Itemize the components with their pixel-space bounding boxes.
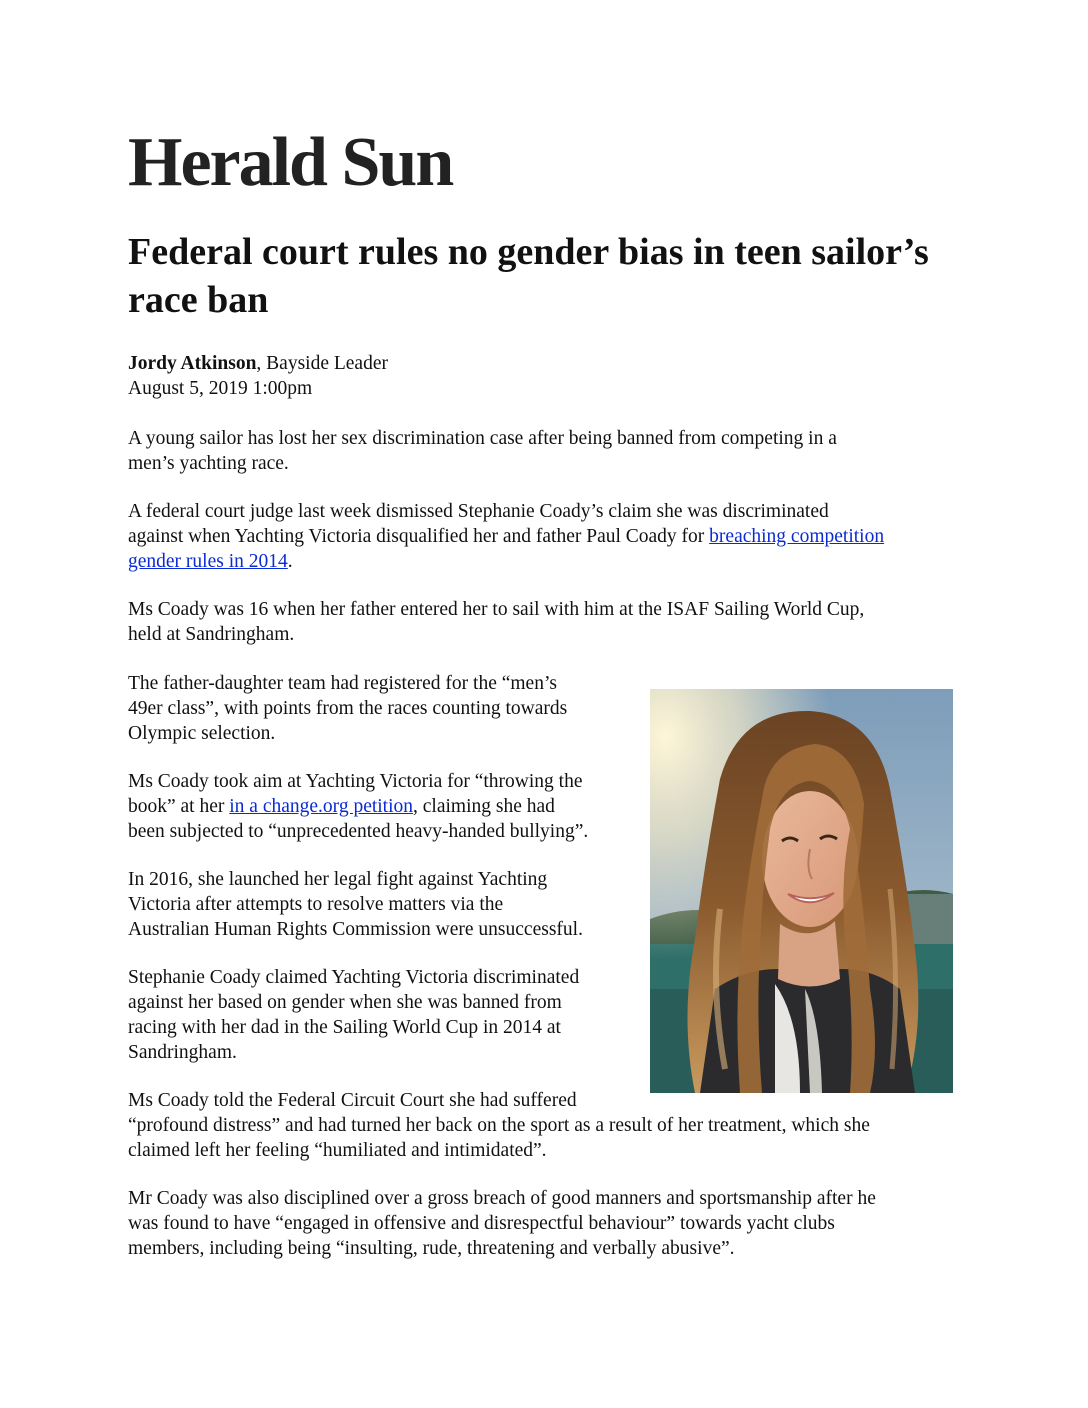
text-line: “profound distress” and had turned her back on the sport as a result of her treatment, which she xyxy=(128,1115,870,1136)
author-name: Jordy Atkinson xyxy=(128,353,257,374)
text-line: A young sailor has lost her sex discrimination case after being banned from competing in a xyxy=(128,428,837,449)
text-line: 49er class”, with points from the races counting towards xyxy=(128,698,568,719)
text-line xyxy=(128,549,968,574)
text-line: The father-daughter team had registered for the “men’s xyxy=(128,673,557,694)
breaching-rules-link[interactable]: breaching competition xyxy=(709,526,885,547)
paragraph-3 xyxy=(128,597,968,647)
byline xyxy=(128,351,388,401)
text-line: Mr Coady was also disciplined over a gross breach of good manners and sportsmanship after he xyxy=(128,1188,876,1209)
text-line: Australian Human Rights Commission were unsuccessful. xyxy=(128,919,583,940)
text-line: held at Sandringham. xyxy=(128,624,295,645)
paragraph-4 xyxy=(128,671,638,746)
text-line: Ms Coady took aim at Yachting Victoria for “throwing the xyxy=(128,771,583,792)
portrait-image xyxy=(650,689,953,1093)
petition-link[interactable]: in a change.org petition xyxy=(229,796,414,817)
text-line: claimed left her feeling “humiliated and intimidated”. xyxy=(128,1140,547,1161)
text-line: Victoria after attempts to resolve matters via the xyxy=(128,894,504,915)
text-fragment: . xyxy=(287,551,293,572)
publication-name: , Bayside Leader xyxy=(256,353,388,374)
text-line: men’s yachting race. xyxy=(128,453,289,474)
text-fragment: book” at her xyxy=(128,796,230,817)
byline-line xyxy=(128,351,388,376)
article-headline: Federal court rules no gender bias in teen sailor’s race ban xyxy=(128,231,929,321)
text-line: Ms Coady told the Federal Circuit Court she had suffered xyxy=(128,1090,577,1111)
text-line: Sandringham. xyxy=(128,1042,237,1063)
text-line: was found to have “engaged in offensive and disrespectful behaviour” towards yacht clubs xyxy=(128,1213,835,1234)
text-line: been subjected to “unprecedented heavy-handed bullying”. xyxy=(128,821,589,842)
breaching-rules-link-cont[interactable]: gender rules in 2014 xyxy=(128,551,288,572)
text-line xyxy=(128,794,638,819)
paragraph-1 xyxy=(128,426,968,476)
text-line: Olympic selection. xyxy=(128,723,276,744)
paragraph-2 xyxy=(128,499,968,574)
paragraph-7 xyxy=(128,965,638,1065)
text-fragment: , claiming she had xyxy=(413,796,555,817)
publish-date: August 5, 2019 1:00pm xyxy=(128,378,313,399)
text-line: In 2016, she launched her legal fight against Yachting xyxy=(128,869,548,890)
text-line: against her based on gender when she was banned from xyxy=(128,992,562,1013)
masthead-logo: Herald Sun xyxy=(128,124,453,201)
text-line: Ms Coady was 16 when her father entered her to sail with him at the ISAF Sailing World Cup, xyxy=(128,599,865,620)
paragraph-8 xyxy=(128,1088,968,1163)
article-photo xyxy=(650,689,953,1093)
paragraph-9 xyxy=(128,1186,968,1261)
text-fragment: against when Yachting Victoria disqualified her and father Paul Coady for xyxy=(128,526,710,547)
paragraph-6 xyxy=(128,867,638,942)
text-line: racing with her dad in the Sailing World Cup in 2014 at xyxy=(128,1017,561,1038)
paragraph-5 xyxy=(128,769,638,844)
text-line: A federal court judge last week dismissed Stephanie Coady’s claim she was discriminated xyxy=(128,501,829,522)
text-line xyxy=(128,524,968,549)
text-line: members, including being “insulting, rude, threatening and verbally abusive”. xyxy=(128,1238,735,1259)
text-line: Stephanie Coady claimed Yachting Victoria discriminated xyxy=(128,967,580,988)
